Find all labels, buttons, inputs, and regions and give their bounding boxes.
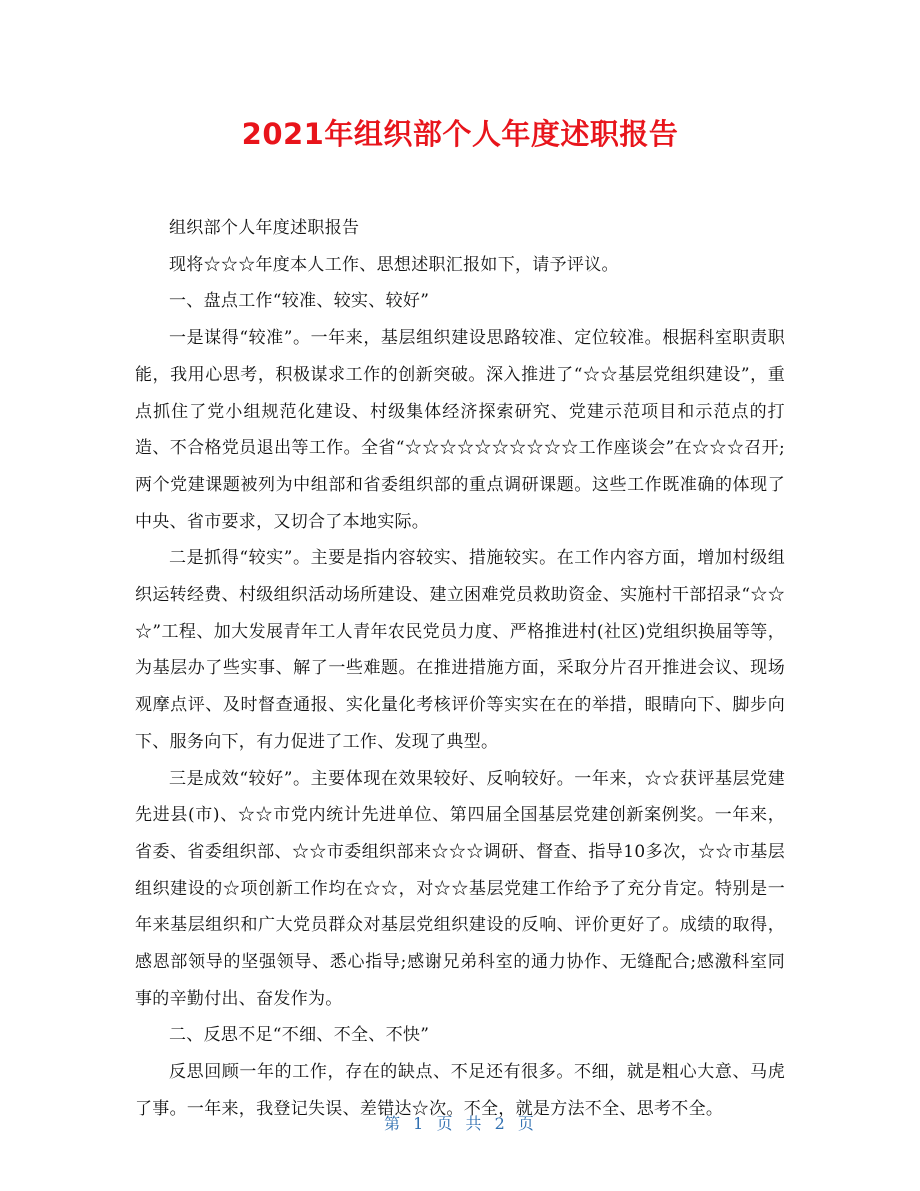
paragraph-intro: 现将☆☆☆年度本人工作、思想述职汇报如下，请予评议。 bbox=[169, 254, 619, 275]
page-number-footer: 第 1 页 共 2 页 bbox=[384, 1114, 536, 1133]
paragraph-results: 三是成效“较好”。主要体现在效果较好、反响较好。一年来，☆☆获评基层党建先进县(市)、☆☆市党内统计先进单位、第四届全国基层党建创新案例奖。一年来，省委、省委组织部、☆☆市委组织部来☆☆☆调研、督查、指导10多次，☆☆市基层组织建设的☆项创新工作均在☆☆，对☆☆基层党建工作给予了充分肯定。特别是一年来基层组织和广大党员群众对基层党组织建设的反响、评价更好了。成绩的取得，感恩部领导的坚强领导、悉心指导;感谢兄弟科室的通力协作、无缝配合;感激科室同事的辛勤付出、奋发作为。 bbox=[135, 768, 785, 1009]
document-body bbox=[135, 210, 785, 1128]
section-heading-2: 二、反思不足“不细、不全、不快” bbox=[169, 1025, 430, 1046]
section-heading-1: 一、盘点工作“较准、较实、较好” bbox=[169, 291, 430, 312]
paragraph-accurate: 一是谋得“较准”。一年来，基层组织建设思路较准、定位较准。根据科室职责职能，我用心思考，积极谋求工作的创新突破。深入推进了“☆☆基层党组织建设”，重点抓住了党小组规范化建设、村级集体经济探索研究、党建示范项目和示范点的打造、不合格党员退出等工作。全省“☆☆☆☆☆☆☆☆☆☆工作座谈会”在☆☆☆召开;两个党建课题被列为中组部和省委组织部的重点调研课题。这些工作既准确的体现了中央、省市要求，又切合了本地实际。 bbox=[135, 328, 785, 532]
document-title: 2021年组织部个人年度述职报告 bbox=[241, 117, 679, 151]
paragraph-heading: 组织部个人年度述职报告 bbox=[169, 218, 360, 238]
paragraph-solid: 二是抓得“较实”。主要是指内容较实、措施较实。在工作内容方面，增加村级组织运转经费、村级组织活动场所建设、建立困难党员救助资金、实施村干部招录“☆☆☆”工程、加大发展青年工人青年农民党员力度、严格推进村(社区)党组织换届等等，为基层办了些实事、解了一些难题。在推进措施方面，采取分片召开推进会议、现场观摩点评、及时督查通报、实化量化考核评价等实实在在的举措，眼睛向下、脚步向下、服务向下，有力促进了工作、发现了典型。 bbox=[135, 548, 785, 752]
paragraph-reflection: 反思回顾一年的工作，存在的缺点、不足还有很多。不细，就是粗心大意、马虎了事。一年来，我登记失误、差错达☆次。不全，就是方法不全、思考不全。 bbox=[135, 1062, 785, 1119]
